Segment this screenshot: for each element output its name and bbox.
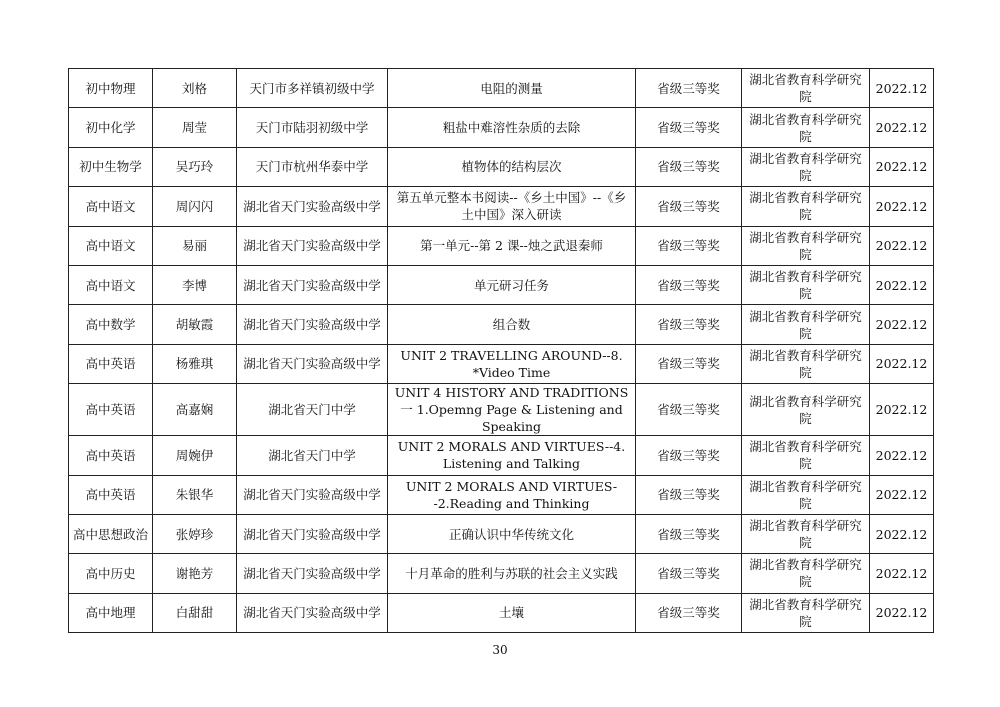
organization-cell: 湖北省教育科学研究院 [742, 514, 870, 553]
name-cell: 胡敏霞 [153, 305, 237, 344]
table-row [69, 514, 934, 553]
subject-cell: 高中英语 [69, 475, 153, 514]
name-cell: 朱银华 [153, 475, 237, 514]
title-cell: 正确认识中华传统文化 [388, 514, 636, 553]
page-number: 30 [492, 643, 508, 657]
title-cell: UNIT 4 HISTORY AND TRADITIONS 一 1.Opemng Page & Listening and Speaking [388, 384, 636, 436]
organization-cell: 湖北省教育科学研究院 [742, 147, 870, 186]
organization-cell: 湖北省教育科学研究院 [742, 475, 870, 514]
date-cell: 2022.12 [870, 384, 934, 436]
table-row [69, 593, 934, 632]
subject-cell: 初中化学 [69, 108, 153, 147]
organization-cell: 湖北省教育科学研究院 [742, 593, 870, 632]
table-row [69, 226, 934, 265]
award-cell: 省级三等奖 [636, 436, 742, 475]
table-row [69, 187, 934, 226]
title-cell: 土壤 [388, 593, 636, 632]
organization-cell: 湖北省教育科学研究院 [742, 265, 870, 304]
date-cell: 2022.12 [870, 265, 934, 304]
name-cell: 谢艳芳 [153, 554, 237, 593]
name-cell: 白甜甜 [153, 593, 237, 632]
date-cell: 2022.12 [870, 226, 934, 265]
organization-cell: 湖北省教育科学研究院 [742, 226, 870, 265]
organization-cell: 湖北省教育科学研究院 [742, 436, 870, 475]
date-cell: 2022.12 [870, 69, 934, 108]
school-cell: 湖北省天门实验高级中学 [237, 344, 388, 383]
date-cell: 2022.12 [870, 593, 934, 632]
date-cell: 2022.12 [870, 147, 934, 186]
organization-cell: 湖北省教育科学研究院 [742, 384, 870, 436]
subject-cell: 高中语文 [69, 187, 153, 226]
organization-cell: 湖北省教育科学研究院 [742, 305, 870, 344]
award-cell: 省级三等奖 [636, 226, 742, 265]
title-cell: UNIT 2 TRAVELLING AROUND--8. *Video Time [388, 344, 636, 383]
date-cell: 2022.12 [870, 475, 934, 514]
subject-cell: 高中语文 [69, 265, 153, 304]
name-cell: 易丽 [153, 226, 237, 265]
award-cell: 省级三等奖 [636, 344, 742, 383]
subject-cell: 高中英语 [69, 384, 153, 436]
date-cell: 2022.12 [870, 305, 934, 344]
award-cell: 省级三等奖 [636, 384, 742, 436]
school-cell: 湖北省天门实验高级中学 [237, 265, 388, 304]
name-cell: 张婷珍 [153, 514, 237, 553]
award-cell: 省级三等奖 [636, 69, 742, 108]
subject-cell: 高中语文 [69, 226, 153, 265]
table-row [69, 147, 934, 186]
awards-table [68, 68, 934, 633]
table-row [69, 344, 934, 383]
name-cell: 周闪闪 [153, 187, 237, 226]
school-cell: 湖北省天门实验高级中学 [237, 514, 388, 553]
school-cell: 湖北省天门实验高级中学 [237, 593, 388, 632]
subject-cell: 初中生物学 [69, 147, 153, 186]
subject-cell: 高中英语 [69, 344, 153, 383]
subject-cell: 初中物理 [69, 69, 153, 108]
name-cell: 刘格 [153, 69, 237, 108]
title-cell: 粗盐中难溶性杂质的去除 [388, 108, 636, 147]
school-cell: 湖北省天门实验高级中学 [237, 305, 388, 344]
award-cell: 省级三等奖 [636, 305, 742, 344]
subject-cell: 高中思想政治 [69, 514, 153, 553]
subject-cell: 高中历史 [69, 554, 153, 593]
name-cell: 周莹 [153, 108, 237, 147]
table-row [69, 475, 934, 514]
school-cell: 湖北省天门中学 [237, 436, 388, 475]
date-cell: 2022.12 [870, 187, 934, 226]
organization-cell: 湖北省教育科学研究院 [742, 187, 870, 226]
table-row [69, 554, 934, 593]
table-row [69, 265, 934, 304]
school-cell: 湖北省天门实验高级中学 [237, 226, 388, 265]
table-row [69, 384, 934, 436]
name-cell: 高嘉娴 [153, 384, 237, 436]
award-cell: 省级三等奖 [636, 475, 742, 514]
school-cell: 湖北省天门实验高级中学 [237, 475, 388, 514]
subject-cell: 高中英语 [69, 436, 153, 475]
award-cell: 省级三等奖 [636, 108, 742, 147]
title-cell: 单元研习任务 [388, 265, 636, 304]
award-cell: 省级三等奖 [636, 265, 742, 304]
school-cell: 湖北省天门实验高级中学 [237, 554, 388, 593]
table-row [69, 108, 934, 147]
date-cell: 2022.12 [870, 436, 934, 475]
title-cell: 植物体的结构层次 [388, 147, 636, 186]
subject-cell: 高中数学 [69, 305, 153, 344]
school-cell: 天门市杭州华泰中学 [237, 147, 388, 186]
organization-cell: 湖北省教育科学研究院 [742, 69, 870, 108]
school-cell: 湖北省天门中学 [237, 384, 388, 436]
name-cell: 李博 [153, 265, 237, 304]
date-cell: 2022.12 [870, 344, 934, 383]
table-row [69, 305, 934, 344]
subject-cell: 高中地理 [69, 593, 153, 632]
table-row [69, 436, 934, 475]
school-cell: 天门市陆羽初级中学 [237, 108, 388, 147]
awards-table-body [69, 69, 934, 633]
award-cell: 省级三等奖 [636, 554, 742, 593]
school-cell: 天门市多祥镇初级中学 [237, 69, 388, 108]
award-cell: 省级三等奖 [636, 147, 742, 186]
date-cell: 2022.12 [870, 514, 934, 553]
organization-cell: 湖北省教育科学研究院 [742, 108, 870, 147]
date-cell: 2022.12 [870, 108, 934, 147]
organization-cell: 湖北省教育科学研究院 [742, 344, 870, 383]
title-cell: 十月革命的胜利与苏联的社会主义实践 [388, 554, 636, 593]
name-cell: 杨雅琪 [153, 344, 237, 383]
date-cell: 2022.12 [870, 554, 934, 593]
organization-cell: 湖北省教育科学研究院 [742, 554, 870, 593]
title-cell: 电阻的测量 [388, 69, 636, 108]
title-cell: 组合数 [388, 305, 636, 344]
title-cell: UNIT 2 MORALS AND VIRTUES--2.Reading and Thinking [388, 475, 636, 514]
table-row [69, 69, 934, 108]
name-cell: 周婉伊 [153, 436, 237, 475]
name-cell: 吴巧玲 [153, 147, 237, 186]
award-cell: 省级三等奖 [636, 593, 742, 632]
title-cell: 第五单元整本书阅读--《乡土中国》--《乡土中国》深入研读 [388, 187, 636, 226]
title-cell: 第一单元--第 2 课--烛之武退秦师 [388, 226, 636, 265]
award-cell: 省级三等奖 [636, 514, 742, 553]
school-cell: 湖北省天门实验高级中学 [237, 187, 388, 226]
title-cell: UNIT 2 MORALS AND VIRTUES--4. Listening and Talking [388, 436, 636, 475]
award-cell: 省级三等奖 [636, 187, 742, 226]
